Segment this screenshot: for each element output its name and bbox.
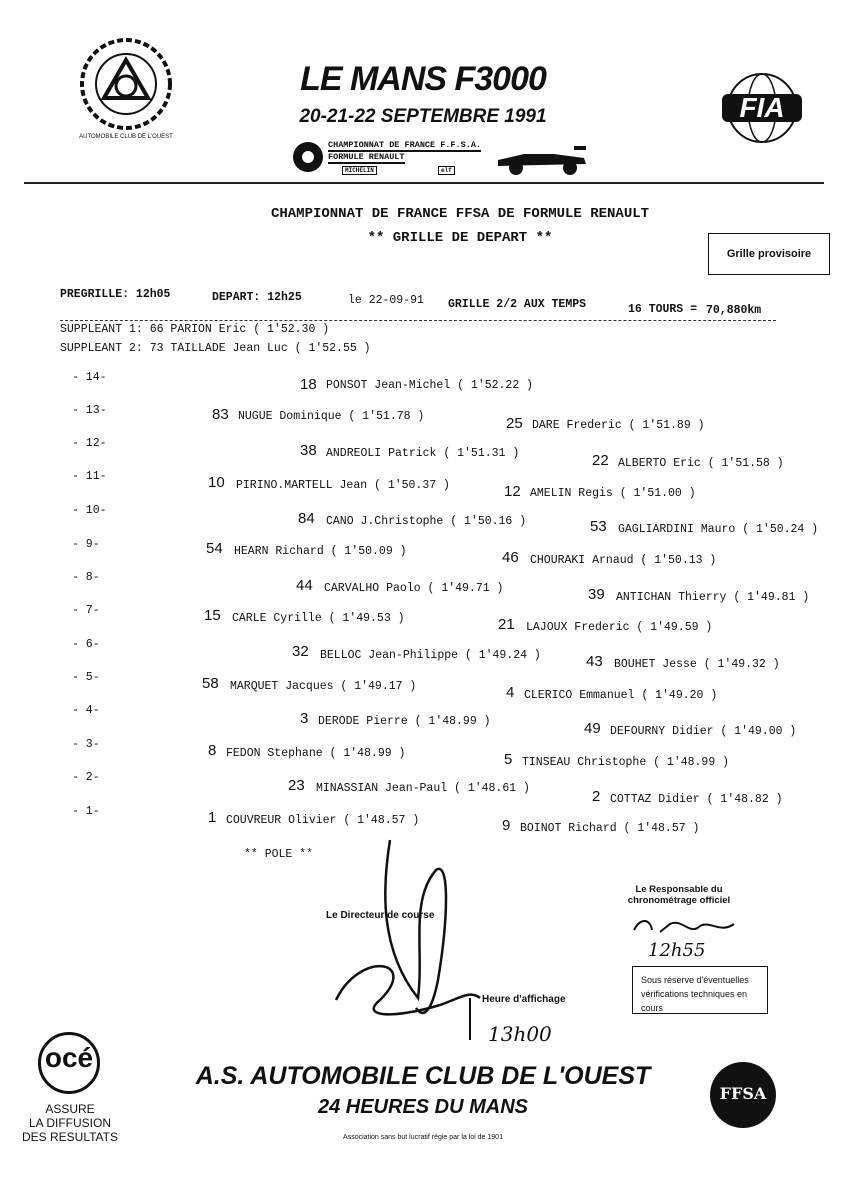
wheel-icon	[290, 140, 330, 174]
driver-entry: DERODE Pierre ( 1'48.99 )	[318, 715, 491, 728]
car-number: 32	[292, 643, 309, 660]
car-number: 43	[586, 653, 603, 670]
aco-logo-text: AUTOMOBILE CLUB DE L'OUEST	[79, 134, 173, 140]
grille-info: GRILLE 2/2 AUX TEMPS	[448, 298, 587, 311]
driver-entry: FEDON Stephane ( 1'48.99 )	[226, 747, 406, 760]
row-label: - 3-	[72, 738, 100, 751]
driver-entry: CARVALHO Paolo ( 1'49.71 )	[324, 582, 504, 595]
car-number: 8	[208, 742, 217, 759]
car-number: 23	[288, 777, 305, 794]
oce-logo-text: océ	[44, 1042, 94, 1073]
row-label: - 1-	[72, 805, 100, 818]
car-number: 54	[206, 540, 223, 557]
race-car-icon	[494, 140, 590, 176]
suppleant-1: SUPPLEANT 1: 66 PARION Eric ( 1'52.30 )	[60, 323, 330, 336]
driver-entry: TINSEAU Christophe ( 1'48.99 )	[522, 756, 730, 769]
suppleant-2: SUPPLEANT 2: 73 TAILLADE Jean Luc ( 1'52.55 )	[60, 342, 371, 355]
ffsa-logo-text: FFSA	[719, 1084, 767, 1103]
driver-entry: BOINOT Richard ( 1'48.57 )	[520, 822, 700, 835]
car-number: 9	[502, 817, 511, 834]
driver-entry: DEFOURNY Didier ( 1'49.00 )	[610, 725, 797, 738]
responsable-signature	[630, 914, 740, 942]
document-subtitle: ** GRILLE DE DEPART **	[367, 230, 553, 246]
driver-entry: NUGUE Dominique ( 1'51.78 )	[238, 410, 425, 423]
oce-line2: LA DIFFUSION	[28, 1116, 111, 1130]
car-number: 1	[208, 809, 217, 826]
car-number: 21	[498, 616, 515, 633]
row-label: - 10-	[72, 504, 107, 517]
car-number: 83	[212, 406, 229, 423]
row-label: - 13-	[72, 404, 107, 417]
distance: 70,880km	[706, 304, 762, 317]
pregrille: PREGRILLE: 12h05	[60, 288, 171, 301]
car-number: 22	[592, 452, 609, 469]
driver-entry: COTTAZ Didier ( 1'48.82 )	[610, 793, 783, 806]
car-number: 44	[296, 577, 313, 594]
pole-label: ** POLE **	[244, 848, 314, 861]
oce-line3: DES RESULTATS	[21, 1130, 119, 1144]
driver-entry: PONSOT Jean-Michel ( 1'52.22 )	[326, 379, 534, 392]
car-number: 3	[300, 710, 309, 727]
driver-entry: ANTICHAN Thierry ( 1'49.81 )	[616, 591, 810, 604]
sponsor-2: elf	[438, 166, 455, 175]
car-number: 18	[300, 376, 317, 393]
reserve-box: Sous réserve d'éventuelles vérifications techniques en cours	[632, 966, 768, 1014]
championship-banner	[290, 138, 590, 178]
sponsor-1: MICHELIN	[342, 166, 377, 175]
director-label: Le Directeur de course	[326, 910, 435, 921]
car-number: 84	[298, 510, 315, 527]
info-divider	[60, 320, 776, 321]
car-number: 5	[504, 751, 513, 768]
row-label: - 12-	[72, 437, 107, 450]
fia-logo-text: FIA	[739, 92, 785, 123]
driver-entry: PIRINO.MARTELL Jean ( 1'50.37 )	[236, 479, 450, 492]
car-number: 58	[202, 675, 219, 692]
affichage-label: Heure d'affichage	[482, 994, 566, 1005]
driver-entry: ANDREOLI Patrick ( 1'51.31 )	[326, 447, 520, 460]
car-number: 4	[506, 684, 515, 701]
row-label: - 6-	[72, 638, 100, 651]
driver-entry: CANO J.Christophe ( 1'50.16 )	[326, 515, 527, 528]
car-number: 53	[590, 518, 607, 535]
tours: 16 TOURS =	[628, 303, 698, 316]
row-label: - 14-	[72, 371, 107, 384]
banner-line2: FORMULE RENAULT	[328, 152, 405, 162]
row-label: - 4-	[72, 704, 100, 717]
event-name: 24 HEURES DU MANS	[317, 1096, 529, 1118]
row-label: - 11-	[72, 470, 107, 483]
car-number: 2	[592, 788, 601, 805]
race-date: le 22-09-91	[348, 294, 424, 307]
driver-entry: DARE Frederic ( 1'51.89 )	[532, 419, 705, 432]
driver-entry: CHOURAKI Arnaud ( 1'50.13 )	[530, 554, 717, 567]
car-number: 49	[584, 720, 601, 737]
car-number: 46	[502, 549, 519, 566]
driver-entry: GAGLIARDINI Mauro ( 1'50.24 )	[618, 523, 819, 536]
driver-entry: LAJOUX Frederic ( 1'49.59 )	[526, 621, 713, 634]
responsable-time: 12h55	[648, 940, 706, 961]
car-number: 25	[506, 415, 523, 432]
driver-entry: ALBERTO Eric ( 1'51.58 )	[618, 457, 784, 470]
banner-line1: CHAMPIONNAT DE FRANCE F.F.S.A.	[328, 140, 482, 150]
driver-entry: MINASSIAN Jean-Paul ( 1'48.61 )	[316, 782, 530, 795]
depart: DEPART: 12h25	[212, 291, 302, 304]
responsable-label: Le Responsable du chronométrage officiel	[627, 884, 731, 906]
driver-entry: CARLE Cyrille ( 1'49.53 )	[232, 612, 405, 625]
car-number: 39	[588, 586, 605, 603]
car-number: 12	[504, 483, 521, 500]
driver-entry: AMELIN Regis ( 1'51.00 )	[530, 487, 696, 500]
row-label: - 9-	[72, 538, 100, 551]
affichage-time: 13h00	[488, 1022, 552, 1046]
driver-entry: COUVREUR Olivier ( 1'48.57 )	[226, 814, 420, 827]
oce-line1: ASSURE	[45, 1102, 95, 1116]
driver-entry: HEARN Richard ( 1'50.09 )	[234, 545, 407, 558]
car-number: 10	[208, 474, 225, 491]
fia-logo	[714, 72, 810, 144]
event-dates: 20-21-22 SEPTEMBRE 1991	[299, 106, 547, 127]
row-label: - 8-	[72, 571, 100, 584]
provisional-stamp: Grille provisoire	[708, 233, 830, 275]
driver-entry: BELLOC Jean-Philippe ( 1'49.24 )	[320, 649, 541, 662]
header-divider	[24, 182, 824, 184]
association-note: Association sans but lucratif régie par la loi de 1901	[343, 1134, 503, 1141]
event-title: LE MANS F3000	[300, 60, 546, 98]
driver-entry: CLERICO Emmanuel ( 1'49.20 )	[524, 689, 718, 702]
car-number: 15	[204, 607, 221, 624]
driver-entry: BOUHET Jesse ( 1'49.32 )	[614, 658, 780, 671]
row-label: - 7-	[72, 604, 100, 617]
row-label: - 5-	[72, 671, 100, 684]
club-name: A.S. AUTOMOBILE CLUB DE L'OUEST	[195, 1062, 651, 1090]
director-signature	[320, 830, 580, 1050]
car-number: 38	[300, 442, 317, 459]
driver-entry: MARQUET Jacques ( 1'49.17 )	[230, 680, 417, 693]
row-label: - 2-	[72, 771, 100, 784]
document-title: CHAMPIONNAT DE FRANCE FFSA DE FORMULE RENAULT	[270, 206, 650, 222]
